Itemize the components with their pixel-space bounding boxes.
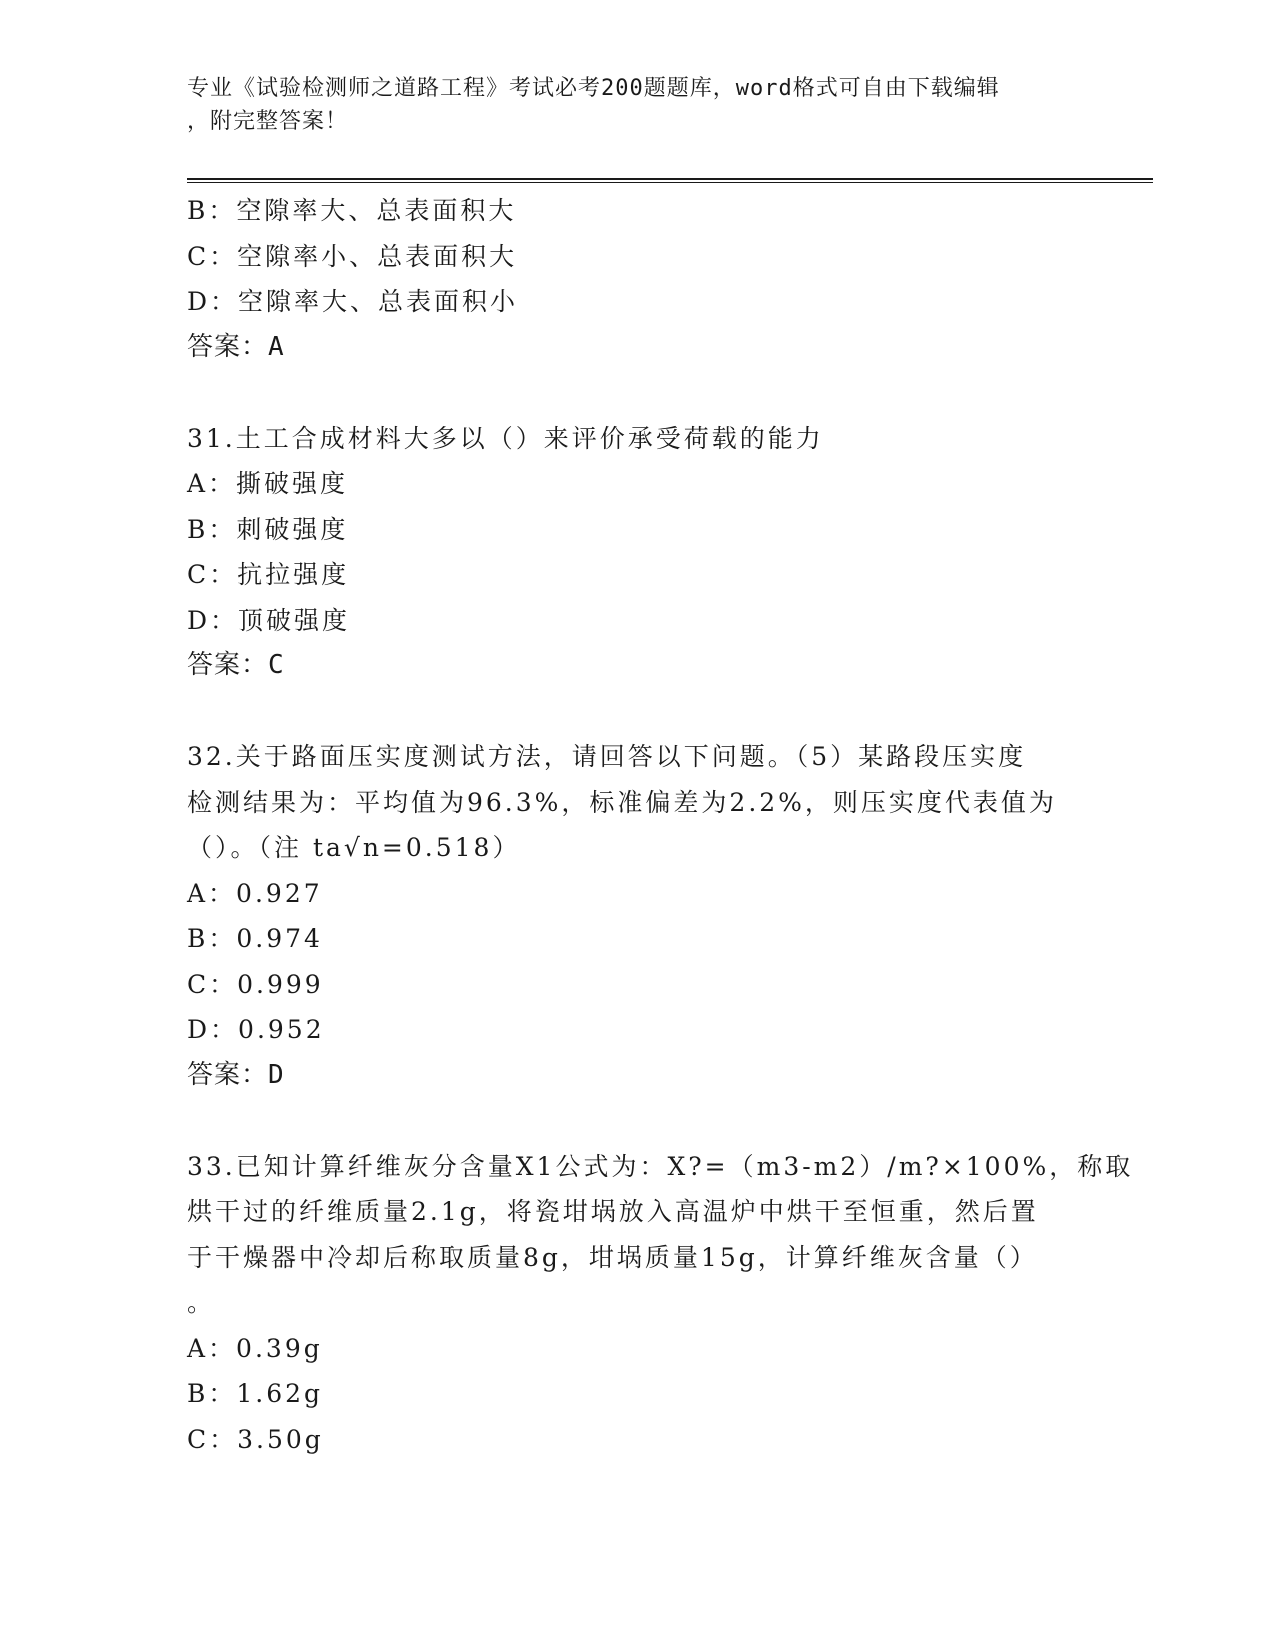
question-stem-line-2: 烘干过的纤维质量2.1g，将瓷坩埚放入高温炉中烘干至恒重，然后置 [187, 1197, 1039, 1226]
answer-value: A [268, 331, 285, 362]
question-stem-line-4: 。 [187, 1288, 216, 1317]
option-b: B：0.974 [187, 924, 323, 953]
option-a: A：0.39g [187, 1333, 323, 1363]
answer-label: 答案： [187, 650, 269, 680]
option-b: B：空隙率大、总表面积大 [187, 196, 517, 225]
option-c: C：0.999 [187, 969, 324, 999]
question-32 [187, 734, 1087, 1098]
option-b: B：刺破强度 [187, 514, 349, 544]
question-33 [187, 1144, 1134, 1463]
option-a: A：0.927 [187, 878, 323, 908]
page-header [187, 72, 1067, 138]
option-c: C：3.50g [187, 1424, 324, 1454]
header-title-line-1: 专业《试验检测师之道路工程》考试必考200题题库，word格式可自由下载编辑 [187, 76, 1000, 101]
question-stem-line-1: 33.已知计算纤维灰分含量X1公式为：X?=（m3-m2）/m?×100%，称取 [187, 1151, 1134, 1181]
question-stem-line-1: 32.关于路面压实度测试方法，请回答以下问题。（5）某路段压实度 [187, 742, 1027, 771]
answer-value: D [268, 1059, 285, 1090]
option-d: D：0.952 [187, 1015, 325, 1044]
answer-label: 答案： [187, 1059, 269, 1090]
question-content [187, 188, 1134, 1462]
option-a: A：撕破强度 [187, 469, 349, 498]
option-b: B：1.62g [187, 1379, 324, 1408]
question-stem-line-3: 于干燥器中冷却后称取质量8g，坩埚质量15g，计算纤维灰含量（） [187, 1242, 1038, 1272]
question-stem: 31.土工合成材料大多以（）来评价承受荷载的能力 [187, 423, 824, 453]
answer-line [187, 325, 1087, 371]
question-31 [187, 416, 1087, 689]
option-c: C：抗拉强度 [187, 560, 350, 589]
answer-line [187, 1053, 1087, 1099]
option-c: C：空隙率小、总表面积大 [187, 241, 518, 271]
answer-label: 答案： [187, 331, 269, 362]
answer-value: C [268, 650, 285, 680]
option-d: D：顶破强度 [187, 605, 351, 635]
question-stem-line-2: 检测结果为：平均值为96.3%，标准偏差为2.2%，则压实度代表值为 [187, 787, 1057, 817]
question-stem-line-3: （）。（注 ta√n=0.518） [187, 833, 521, 862]
header-divider [187, 178, 1153, 183]
answer-line [187, 643, 1087, 689]
option-d: D：空隙率大、总表面积小 [187, 287, 519, 316]
header-title-line-2: ，附完整答案！ [187, 109, 349, 134]
question-30 [187, 188, 1087, 370]
